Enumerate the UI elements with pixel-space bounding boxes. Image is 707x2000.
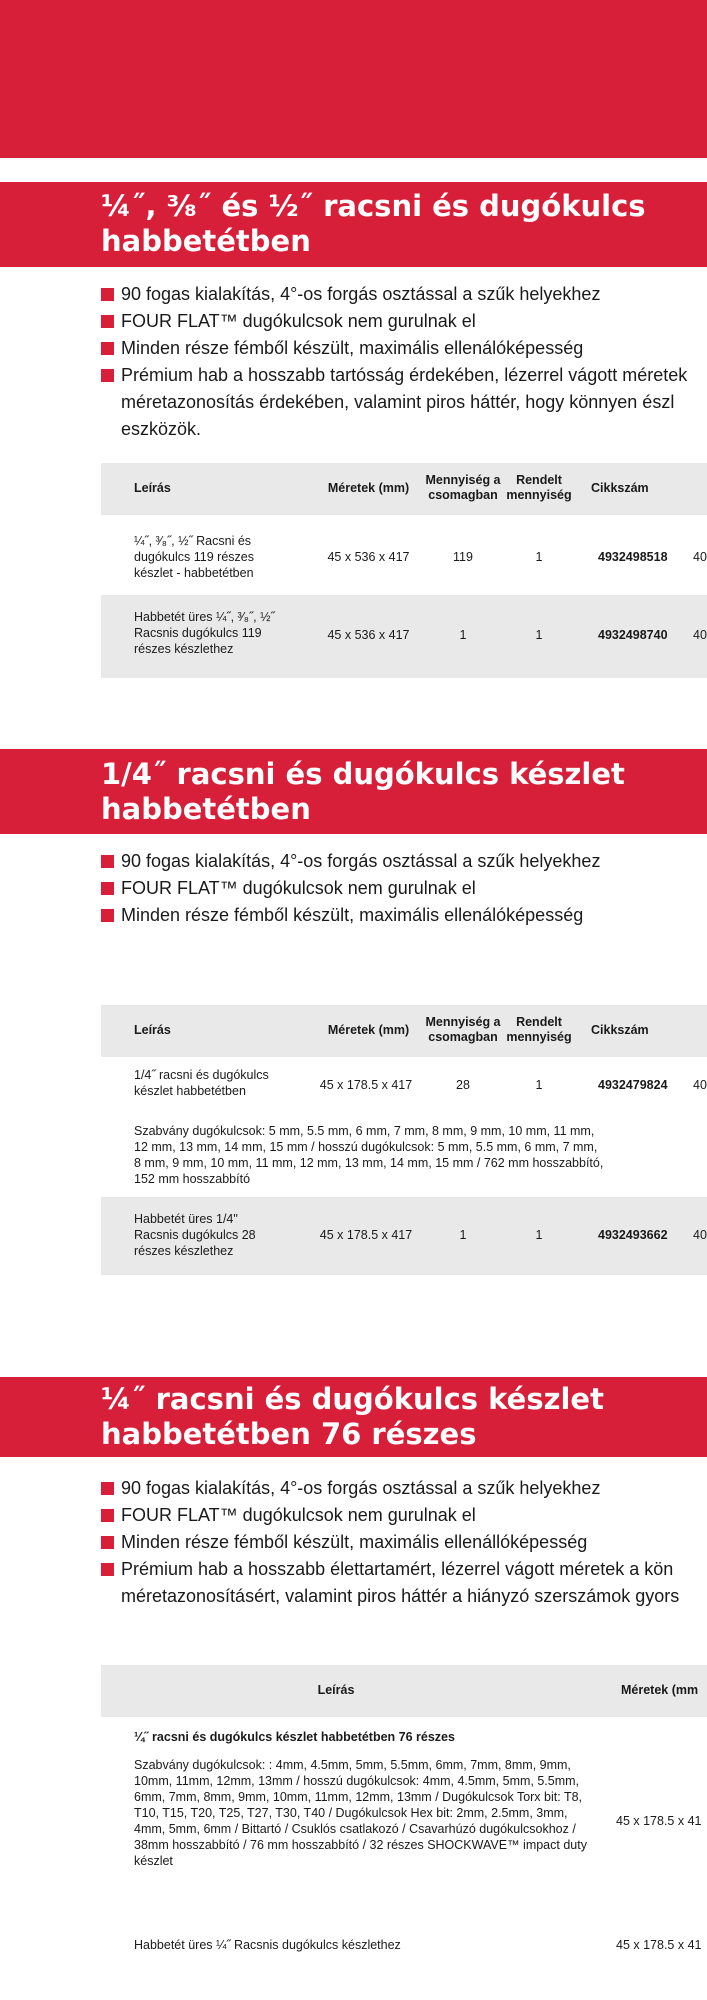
- cell-order-qty: 1: [535, 1078, 543, 1092]
- feature-item-continuation: eszközök.: [121, 419, 202, 439]
- bullet-square-icon: [101, 1536, 114, 1549]
- cell-dimensions: 45 x 536 x 417: [327, 550, 410, 564]
- section-title-band: [0, 749, 707, 834]
- cell-description: ¼˝ racsni és dugókulcs készlet habbetétben 76 részes: [134, 1730, 455, 1744]
- bullet-square-icon: [101, 342, 114, 355]
- header-description: Leírás: [317, 1683, 355, 1697]
- table-row: [101, 595, 707, 678]
- cell-order-qty: 1: [535, 628, 543, 642]
- cell-article-no: 4932498740: [598, 628, 668, 642]
- feature-item: FOUR FLAT™ dugókulcsok nem gurulnak el: [101, 308, 707, 335]
- cell-dimensions: 45 x 178.5 x 417: [319, 1228, 413, 1242]
- header-description: Leírás: [134, 1023, 171, 1037]
- header-pack-qty: Mennyiség a csomagban: [425, 1015, 501, 1044]
- feature-item: Minden része fémből készült, maximális ellenállóképesség: [101, 1529, 707, 1556]
- feature-item: Prémium hab a hosszabb tartósság érdekében, lézerrel vágott méretek: [101, 362, 707, 389]
- table-row: [101, 1197, 707, 1275]
- cell-dimensions: 45 x 178.5 x 417: [319, 1078, 413, 1092]
- cell-article-no: 4932493662: [598, 1228, 668, 1242]
- cell-order-qty: 1: [535, 550, 543, 564]
- cell-description: Habbetét üres ¼˝ Racsnis dugókulcs készlethez: [134, 1938, 401, 1952]
- cell-description: Habbetét üres 1/4" Racsnis dugókulcs 28 részes készlethez: [134, 1212, 256, 1258]
- section-title-band: [0, 182, 707, 267]
- header-article-no: Cikkszám: [591, 1023, 649, 1037]
- feature-item: Minden része fémből készült, maximális ellenálóképesség: [101, 902, 707, 929]
- feature-item: 90 fogas kialakítás, 4°-os forgás osztással a szűk helyekhez: [101, 848, 707, 875]
- header-order-qty: Rendelt mennyiség: [506, 1015, 572, 1044]
- table-row: [101, 1717, 707, 1917]
- header-pack-qty: Mennyiség a csomagban: [425, 473, 501, 502]
- table-row: [101, 1057, 707, 1197]
- bullet-square-icon: [101, 1563, 114, 1576]
- cell-extra: 40: [693, 550, 707, 564]
- feature-item: 90 fogas kialakítás, 4°-os forgás osztással a szűk helyekhez: [101, 281, 707, 308]
- bullet-square-icon: [101, 369, 114, 382]
- cell-pack-qty: 28: [456, 1078, 470, 1092]
- feature-item: Minden része fémből készült, maximális ellenálóképesség: [101, 335, 707, 362]
- feature-item: FOUR FLAT™ dugókulcsok nem gurulnak el: [101, 1502, 707, 1529]
- header-order-qty: Rendelt mennyiség: [506, 473, 572, 502]
- table-header: [101, 1665, 707, 1717]
- section-title: ¼˝ racsni és dugókulcs készlet habbetétben 76 részes: [101, 1382, 604, 1451]
- feature-item: Prémium hab a hosszabb élettartamért, lézerrel vágott méretek a kön: [101, 1556, 707, 1583]
- product-table: [101, 1005, 707, 1275]
- bullet-square-icon: [101, 315, 114, 328]
- header-article-no: Cikkszám: [591, 481, 649, 495]
- cell-extra: 40: [693, 628, 707, 642]
- section-title-band: [0, 1377, 707, 1457]
- feature-list: [101, 1475, 707, 1610]
- bullet-square-icon: [101, 855, 114, 868]
- cell-contents-note: Szabvány dugókulcsok: 5 mm, 5.5 mm, 6 mm, 7 mm, 8 mm, 9 mm, 10 mm, 11 mm, 12 mm, 13 mm, 14 mm, 15 mm / hosszú dugókulcsok: 5 mm, 5.5 mm, 6 mm, 7 mm, 8 mm, 9 mm, 10 mm, 11 mm, 12 mm, 13 mm, 14 mm, 15 mm / 762 mm hosszabbító, 152 mm hosszabbító: [134, 1124, 604, 1186]
- bullet-square-icon: [101, 1509, 114, 1522]
- cell-extra: 40: [693, 1228, 707, 1242]
- cell-extra: 40: [693, 1078, 707, 1092]
- table-row: [101, 515, 707, 595]
- cell-description: 1/4˝ racsni és dugókulcs készlet habbetétben: [134, 1068, 269, 1098]
- cell-pack-qty: 1: [459, 1228, 467, 1242]
- feature-list: [101, 281, 707, 443]
- cell-pack-qty: 119: [453, 550, 473, 564]
- feature-item: FOUR FLAT™ dugókulcsok nem gurulnak el: [101, 875, 707, 902]
- bullet-square-icon: [101, 882, 114, 895]
- cell-description: ¼˝, ³⁄₈˝, ½˝ Racsni és dugókulcs 119 részes készlet - habbetétben: [134, 534, 254, 580]
- table-header: [101, 1005, 707, 1057]
- cell-article-no: 4932479824: [598, 1078, 668, 1092]
- product-table: [101, 463, 707, 678]
- cell-description: Habbetét üres ¼˝, ³⁄₈˝, ½˝ Racsnis dugókulcs 119 részes készlethez: [134, 610, 275, 656]
- header-description: Leírás: [134, 481, 171, 495]
- bullet-square-icon: [101, 288, 114, 301]
- cell-article-no: 4932498518: [598, 550, 668, 564]
- feature-item-continuation: méretazonosítás érdekében, valamint piros háttér, hogy könnyen észl: [121, 392, 675, 412]
- table-header: [101, 463, 707, 515]
- feature-item-continuation: méretazonosításért, valamint piros háttér a hiányzó szerszámok gyors: [121, 1586, 680, 1606]
- product-table: [101, 1665, 707, 2000]
- cell-pack-qty: 1: [459, 628, 467, 642]
- table-row: [101, 1917, 707, 1962]
- bullet-square-icon: [101, 909, 114, 922]
- feature-list: [101, 848, 707, 929]
- cell-dimensions: 45 x 178.5 x 41: [616, 1814, 702, 1828]
- header-dimensions: Méretek (mm): [327, 1023, 410, 1037]
- section-title: 1/4˝ racsni és dugókulcs készlet habbetétben: [101, 757, 625, 826]
- feature-item: 90 fogas kialakítás, 4°-os forgás osztással a szűk helyekhez: [101, 1475, 707, 1502]
- cell-order-qty: 1: [535, 1228, 543, 1242]
- cell-dimensions: 45 x 178.5 x 41: [616, 1938, 702, 1952]
- top-red-band: [0, 0, 707, 158]
- cell-dimensions: 45 x 536 x 417: [327, 628, 410, 642]
- bullet-square-icon: [101, 1482, 114, 1495]
- header-dimensions: Méretek (mm): [327, 481, 410, 495]
- section-title: ¼˝, ³⁄₈˝ és ½˝ racsni és dugókulcs habbetétben: [101, 189, 646, 258]
- cell-contents-note: Szabvány dugókulcsok: : 4mm, 4.5mm, 5mm, 5.5mm, 6mm, 7mm, 8mm, 9mm, 10mm, 11mm, 12mm, 13mm / hosszú dugókulcsok: 4mm, 4.5mm, 5mm, 5.5mm, 6mm, 7mm, 8mm, 9mm, 10mm, 11mm, 12mm, 13mm / Dugókulcsok Torx bit: T8, T10, T15, T20, T25, T27, T30, T40 / Dugókulcsok Hex bit: 2mm, 2.5mm, 3mm, 4mm, 5mm, 6mm / Bittartó / Csuklós csatlakozó / Csavarhúzó dugókulcsokhoz / 38mm hosszabbító / 76 mm hosszabbító / 32 részes SHOCKWAVE™ impact duty készlet: [134, 1758, 587, 1868]
- header-dimensions: Méretek (mm: [621, 1683, 699, 1697]
